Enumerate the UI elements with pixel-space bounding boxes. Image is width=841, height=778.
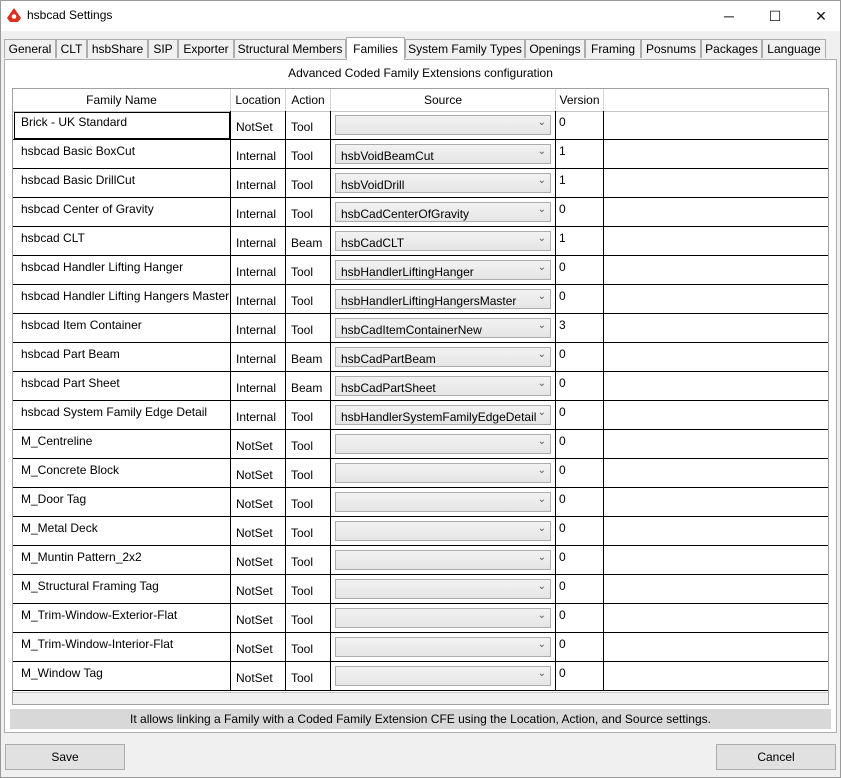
location-cell[interactable]: Internal (231, 401, 286, 430)
empty-cell (604, 343, 828, 372)
action-cell[interactable]: Tool (286, 517, 331, 546)
window-title: hsbcad Settings (27, 8, 113, 22)
table-row[interactable] (13, 401, 828, 430)
tab-hsbshare[interactable]: hsbShare (87, 39, 148, 58)
action-cell[interactable]: Tool (286, 314, 331, 343)
version-cell[interactable]: 0 (556, 575, 604, 604)
chevron-down-icon: ⌄ (537, 349, 546, 360)
location-cell[interactable]: NotSet (231, 633, 286, 662)
chevron-down-icon: ⌄ (537, 117, 546, 128)
chevron-down-icon: ⌄ (537, 291, 546, 302)
source-dropdown[interactable] (335, 521, 551, 541)
action-cell[interactable]: Tool (286, 459, 331, 488)
table-row[interactable] (13, 198, 828, 227)
location-cell[interactable]: NotSet (231, 488, 286, 517)
empty-cell (604, 430, 828, 459)
version-cell[interactable]: 0 (556, 343, 604, 372)
empty-cell (604, 111, 828, 140)
empty-cell (604, 517, 828, 546)
empty-cell (604, 401, 828, 430)
grid-header (13, 89, 828, 112)
action-cell[interactable]: Tool (286, 169, 331, 198)
action-cell[interactable]: Tool (286, 140, 331, 169)
table-row[interactable] (13, 256, 828, 285)
location-cell[interactable]: Internal (231, 372, 286, 401)
chevron-down-icon: ⌄ (537, 465, 546, 476)
table-row[interactable] (13, 314, 828, 343)
chevron-down-icon: ⌄ (537, 523, 546, 534)
table-row[interactable] (13, 488, 828, 517)
source-cell (331, 227, 556, 256)
source-cell (331, 662, 556, 691)
tab-structural-members[interactable]: Structural Members (234, 39, 346, 58)
tab-sip[interactable]: SIP (148, 39, 178, 58)
table-row[interactable] (13, 430, 828, 459)
family-name-cell[interactable]: hsbcad CLT (13, 227, 231, 256)
chevron-down-icon: ⌄ (537, 320, 546, 331)
version-cell[interactable]: 1 (556, 169, 604, 198)
version-cell[interactable]: 0 (556, 256, 604, 285)
action-cell[interactable]: Beam (286, 343, 331, 372)
source-dropdown-value: hsbVoidBeamCut (341, 149, 434, 163)
chevron-down-icon: ⌄ (537, 146, 546, 157)
source-cell (331, 604, 556, 633)
location-cell[interactable]: Internal (231, 256, 286, 285)
chevron-down-icon: ⌄ (537, 494, 546, 505)
source-dropdown-value: hsbVoidDrill (341, 178, 405, 192)
chevron-down-icon: ⌄ (537, 552, 546, 563)
source-dropdown[interactable] (335, 202, 551, 222)
source-dropdown-value: hsbCadCenterOfGravity (341, 207, 470, 221)
table-row[interactable] (13, 140, 828, 169)
table-row[interactable] (13, 546, 828, 575)
version-cell[interactable]: 0 (556, 488, 604, 517)
info-status-bar: It allows linking a Family with a Coded Family Extension CFE using the Location, Action, and Source settings. (10, 709, 831, 729)
source-cell (331, 111, 556, 140)
family-name-cell[interactable]: hsbcad System Family Edge Detail (13, 401, 231, 430)
action-cell[interactable]: Tool (286, 633, 331, 662)
empty-cell (604, 227, 828, 256)
source-cell (331, 575, 556, 604)
tab-families[interactable]: Families (346, 37, 405, 60)
empty-cell (604, 314, 828, 343)
tab-posnums[interactable]: Posnums (641, 39, 701, 58)
source-dropdown[interactable] (335, 463, 551, 483)
table-row[interactable] (13, 575, 828, 604)
source-cell (331, 285, 556, 314)
chevron-down-icon: ⌄ (537, 668, 546, 679)
source-dropdown[interactable] (335, 550, 551, 570)
table-row[interactable] (13, 459, 828, 488)
location-cell[interactable]: Internal (231, 227, 286, 256)
tab-openings[interactable]: Openings (525, 39, 585, 58)
family-name-cell[interactable]: M_Window Tag (13, 662, 231, 691)
family-name-cell[interactable]: M_Structural Framing Tag (13, 575, 231, 604)
empty-cell (604, 372, 828, 401)
family-name-cell[interactable]: hsbcad Basic DrillCut (13, 169, 231, 198)
families-grid[interactable] (12, 88, 829, 705)
action-cell[interactable]: Beam (286, 372, 331, 401)
version-cell[interactable]: 0 (556, 401, 604, 430)
chevron-down-icon: ⌄ (537, 436, 546, 447)
tab-packages[interactable]: Packages (701, 39, 762, 58)
empty-cell (604, 140, 828, 169)
empty-cell (604, 575, 828, 604)
empty-cell (604, 169, 828, 198)
family-name-cell[interactable]: M_Door Tag (13, 488, 231, 517)
tab-general[interactable]: General (4, 39, 56, 58)
family-name-cell[interactable]: hsbcad Item Container (13, 314, 231, 343)
source-dropdown[interactable] (335, 144, 551, 164)
source-dropdown-value: hsbCadPartSheet (341, 381, 436, 395)
source-dropdown[interactable] (335, 115, 551, 135)
chevron-down-icon: ⌄ (537, 581, 546, 592)
family-name-cell[interactable]: hsbcad Center of Gravity (13, 198, 231, 227)
location-cell[interactable]: NotSet (231, 575, 286, 604)
location-cell[interactable]: Internal (231, 140, 286, 169)
location-cell[interactable]: Internal (231, 198, 286, 227)
version-cell[interactable]: 0 (556, 285, 604, 314)
family-name-cell[interactable]: hsbcad Part Sheet (13, 372, 231, 401)
empty-cell (604, 198, 828, 227)
version-cell[interactable]: 0 (556, 546, 604, 575)
version-cell[interactable]: 0 (556, 459, 604, 488)
tab-language[interactable]: Language (762, 39, 826, 58)
location-cell[interactable]: NotSet (231, 430, 286, 459)
source-dropdown[interactable] (335, 260, 551, 280)
location-cell[interactable]: NotSet (231, 546, 286, 575)
table-row[interactable] (13, 285, 828, 314)
table-row[interactable] (13, 372, 828, 401)
minimize-button[interactable]: ─ (724, 8, 734, 24)
source-dropdown[interactable] (335, 666, 551, 686)
source-dropdown[interactable] (335, 289, 551, 309)
version-cell[interactable]: 0 (556, 633, 604, 662)
family-name-cell[interactable]: M_Trim-Window-Interior-Flat (13, 633, 231, 662)
location-cell[interactable]: NotSet (231, 517, 286, 546)
action-cell[interactable]: Tool (286, 575, 331, 604)
action-cell[interactable]: Tool (286, 488, 331, 517)
version-cell[interactable]: 0 (556, 111, 604, 140)
version-cell[interactable]: 3 (556, 314, 604, 343)
save-button[interactable]: Save (5, 744, 125, 770)
column-header-family-name[interactable]: Family Name (13, 89, 231, 111)
version-cell[interactable]: 1 (556, 140, 604, 169)
empty-cell (604, 546, 828, 575)
version-cell[interactable]: 0 (556, 604, 604, 633)
empty-cell (604, 633, 828, 662)
action-cell[interactable]: Tool (286, 604, 331, 633)
action-cell[interactable]: Tool (286, 546, 331, 575)
hsbcad-logo-icon (7, 8, 21, 22)
version-cell[interactable]: 0 (556, 198, 604, 227)
family-name-cell[interactable]: hsbcad Part Beam (13, 343, 231, 372)
action-cell[interactable]: Beam (286, 227, 331, 256)
source-cell (331, 140, 556, 169)
action-cell[interactable]: Tool (286, 256, 331, 285)
source-dropdown-value: hsbCadPartBeam (341, 352, 436, 366)
action-cell[interactable]: Tool (286, 285, 331, 314)
source-dropdown[interactable] (335, 608, 551, 628)
version-cell[interactable]: 0 (556, 662, 604, 691)
column-header-source[interactable]: Source (331, 89, 556, 111)
close-button[interactable]: ✕ (815, 7, 827, 24)
table-row[interactable] (13, 227, 828, 256)
chevron-down-icon: ⌄ (537, 204, 546, 215)
location-cell[interactable]: NotSet (231, 662, 286, 691)
panel-heading: Advanced Coded Family Extensions configuration (288, 66, 553, 80)
family-name-cell[interactable]: M_Muntin Pattern_2x2 (13, 546, 231, 575)
source-cell (331, 459, 556, 488)
source-cell (331, 517, 556, 546)
location-cell[interactable]: Internal (231, 343, 286, 372)
chevron-down-icon: ⌄ (537, 233, 546, 244)
grid-scroll-strip (13, 692, 828, 704)
source-dropdown[interactable] (335, 405, 551, 425)
empty-cell (604, 662, 828, 691)
table-row[interactable] (13, 517, 828, 546)
family-name-cell[interactable]: Brick - UK Standard (13, 111, 231, 140)
source-dropdown-value: hsbHandlerLiftingHangersMaster (341, 294, 517, 308)
source-dropdown-value: hsbHandlerLiftingHanger (341, 265, 474, 279)
source-dropdown[interactable] (335, 492, 551, 512)
cancel-button[interactable]: Cancel (716, 744, 836, 770)
empty-cell (604, 459, 828, 488)
tab-system-family-types[interactable]: System Family Types (405, 39, 525, 58)
location-cell[interactable]: Internal (231, 285, 286, 314)
source-dropdown[interactable] (335, 318, 551, 338)
tab-exporter[interactable]: Exporter (178, 39, 234, 58)
source-cell (331, 198, 556, 227)
action-cell[interactable]: Tool (286, 198, 331, 227)
empty-cell (604, 285, 828, 314)
source-cell (331, 372, 556, 401)
table-row[interactable] (13, 662, 828, 691)
table-row[interactable] (13, 604, 828, 633)
family-name-cell[interactable]: hsbcad Handler Lifting Hanger (13, 256, 231, 285)
source-cell (331, 314, 556, 343)
source-dropdown-value: hsbCadItemContainerNew (341, 323, 482, 337)
version-cell[interactable]: 1 (556, 227, 604, 256)
version-cell[interactable]: 0 (556, 430, 604, 459)
tab-framing[interactable]: Framing (585, 39, 641, 58)
action-cell[interactable]: Tool (286, 111, 331, 140)
family-name-cell[interactable]: M_Metal Deck (13, 517, 231, 546)
table-row[interactable] (13, 343, 828, 372)
source-cell (331, 343, 556, 372)
location-cell[interactable]: NotSet (231, 459, 286, 488)
version-cell[interactable]: 0 (556, 372, 604, 401)
source-dropdown[interactable] (335, 637, 551, 657)
family-name-cell[interactable]: hsbcad Handler Lifting Hangers Master (13, 285, 231, 314)
source-cell (331, 169, 556, 198)
source-dropdown-value: hsbHandlerSystemFamilyEdgeDetail (341, 410, 537, 424)
column-header-action[interactable]: Action (286, 89, 331, 111)
source-cell (331, 633, 556, 662)
source-cell (331, 401, 556, 430)
column-header-version[interactable]: Version (556, 89, 604, 111)
maximize-button[interactable]: ☐ (768, 7, 782, 24)
family-name-cell[interactable]: M_Centreline (13, 430, 231, 459)
chevron-down-icon: ⌄ (537, 407, 546, 418)
source-dropdown[interactable] (335, 347, 551, 367)
location-cell[interactable]: NotSet (231, 604, 286, 633)
action-cell[interactable]: Tool (286, 401, 331, 430)
source-cell (331, 488, 556, 517)
source-cell (331, 430, 556, 459)
table-row[interactable] (13, 633, 828, 662)
action-cell[interactable]: Tool (286, 430, 331, 459)
empty-cell (604, 256, 828, 285)
tab-clt[interactable]: CLT (56, 39, 87, 58)
source-dropdown[interactable] (335, 173, 551, 193)
source-dropdown[interactable] (335, 231, 551, 251)
title-bar[interactable] (1, 1, 840, 31)
source-dropdown-value: hsbCadCLT (341, 236, 405, 250)
empty-cell (604, 604, 828, 633)
chevron-down-icon: ⌄ (537, 610, 546, 621)
chevron-down-icon: ⌄ (537, 639, 546, 650)
chevron-down-icon: ⌄ (537, 378, 546, 389)
source-dropdown[interactable] (335, 579, 551, 599)
family-name-cell[interactable]: hsbcad Basic BoxCut (13, 140, 231, 169)
location-cell[interactable]: NotSet (231, 111, 286, 140)
location-cell[interactable]: Internal (231, 169, 286, 198)
family-name-cell[interactable]: M_Concrete Block (13, 459, 231, 488)
source-dropdown[interactable] (335, 376, 551, 396)
column-header-location[interactable]: Location (231, 89, 286, 111)
empty-cell (604, 488, 828, 517)
source-cell (331, 546, 556, 575)
version-cell[interactable]: 0 (556, 517, 604, 546)
table-row[interactable] (13, 169, 828, 198)
location-cell[interactable]: Internal (231, 314, 286, 343)
table-row[interactable] (13, 111, 828, 140)
action-cell[interactable]: Tool (286, 662, 331, 691)
source-dropdown[interactable] (335, 434, 551, 454)
chevron-down-icon: ⌄ (537, 175, 546, 186)
family-name-cell[interactable]: M_Trim-Window-Exterior-Flat (13, 604, 231, 633)
chevron-down-icon: ⌄ (537, 262, 546, 273)
source-cell (331, 256, 556, 285)
